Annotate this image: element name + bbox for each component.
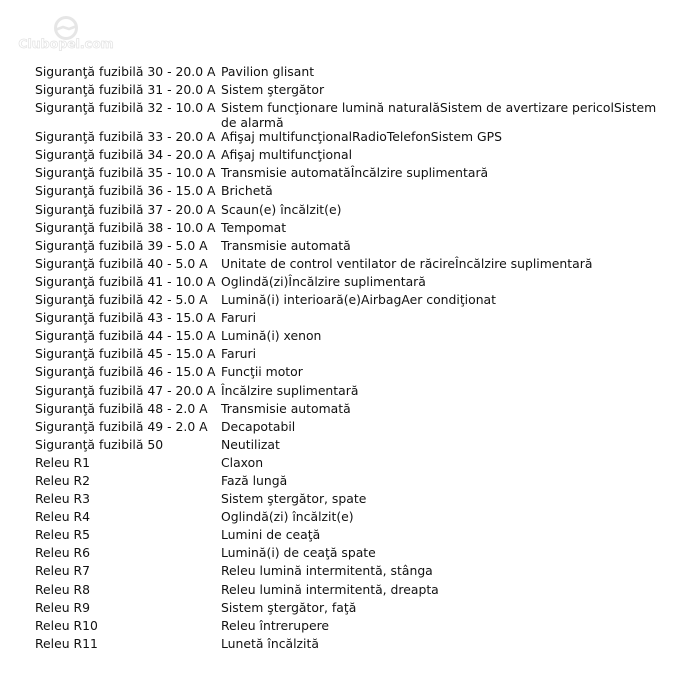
component-label: Releu R11 — [35, 635, 98, 651]
table-row — [35, 365, 660, 383]
table-row — [35, 101, 660, 130]
function-description: Transmisie automată — [221, 237, 351, 253]
table-row — [35, 148, 660, 166]
table-row — [35, 438, 660, 456]
table-row — [35, 203, 660, 221]
component-label: Siguranţă fuzibilă 30 - 20.0 A — [35, 64, 216, 79]
table-row — [35, 402, 660, 420]
table-row — [35, 166, 660, 184]
table-row — [35, 637, 660, 655]
component-label: Siguranţă fuzibilă 38 - 10.0 A — [35, 219, 216, 235]
component-label: Releu R7 — [35, 563, 91, 579]
table-row — [35, 239, 660, 257]
table-row — [35, 510, 660, 528]
component-label: Siguranţă fuzibilă 32 - 10.0 A — [35, 100, 216, 116]
component-label: Siguranţă fuzibilă 47 - 20.0 A — [35, 382, 216, 398]
function-description: Releu întrerupere — [221, 617, 330, 633]
component-label: Siguranţă fuzibilă 35 - 10.0 A — [35, 165, 216, 181]
component-label: Siguranţă fuzibilă 33 - 20.0 A — [35, 129, 216, 145]
component-label: Siguranţă fuzibilă 34 - 20.0 A — [35, 147, 216, 163]
component-label: Siguranţă fuzibilă 49 - 2.0 A — [35, 418, 208, 434]
component-label: Siguranţă fuzibilă 44 - 15.0 A — [35, 328, 216, 344]
function-description: Încălzire suplimentară — [221, 382, 359, 398]
table-row — [35, 619, 660, 637]
component-label: Siguranţă fuzibilă 42 - 5.0 A — [35, 292, 208, 308]
function-description: Sistem ştergător, spate — [221, 491, 367, 507]
table-row — [35, 528, 660, 546]
table-row — [35, 492, 660, 510]
function-description: Releu lumină intermitentă, stânga — [221, 563, 433, 579]
component-label: Siguranţă fuzibilă 43 - 15.0 A — [35, 310, 216, 326]
component-label: Releu R9 — [35, 599, 91, 615]
function-description: Scaun(e) încălzit(e) — [221, 201, 342, 217]
component-label: Siguranţă fuzibilă 39 - 5.0 A — [35, 237, 208, 253]
table-row — [35, 456, 660, 474]
component-label: Siguranţă fuzibilă 31 - 20.0 A — [35, 82, 216, 98]
function-description: Lumină(i) interioară(e)AirbagAer condiţionat — [221, 292, 497, 308]
function-description: Sistem ştergător, faţă — [221, 599, 357, 615]
fuse-relay-rows — [35, 65, 660, 655]
component-label: Releu R3 — [35, 491, 91, 507]
function-description: Faruri — [221, 346, 257, 362]
table-row — [35, 184, 660, 202]
table-row — [35, 329, 660, 347]
table-row — [35, 384, 660, 402]
fuse-relay-table — [35, 65, 660, 655]
table-row — [35, 546, 660, 564]
table-row — [35, 293, 660, 311]
function-description: Unitate de control ventilator de răcireÎncălzire suplimentară — [221, 255, 593, 271]
component-label: Releu R6 — [35, 545, 91, 561]
component-label: Siguranţă fuzibilă 50 — [35, 436, 164, 452]
function-description: Afişaj multifuncţional — [221, 147, 353, 163]
function-description: Sistem funcţionare lumină naturalăSistem de avertizare pericolSistem de alarmă — [221, 100, 657, 130]
component-label: Releu R4 — [35, 509, 91, 525]
clubopel-watermark-logo — [14, 14, 118, 54]
watermark-text: Clubopel.com — [18, 36, 114, 51]
table-row — [35, 583, 660, 601]
component-label: Releu R2 — [35, 472, 91, 488]
component-label: Releu R10 — [35, 617, 98, 633]
function-description: Lumini de ceaţă — [221, 527, 321, 543]
function-description: Afişaj multifuncţionalRadioTelefonSistem GPS — [221, 129, 502, 145]
table-row — [35, 474, 660, 492]
function-description: Funcţii motor — [221, 364, 303, 380]
component-label: Releu R5 — [35, 527, 91, 543]
component-label: Siguranţă fuzibilă 36 - 15.0 A — [35, 183, 216, 199]
function-description: Oglindă(zi) încălzit(e) — [221, 509, 354, 525]
function-description: Pavilion glisant — [221, 64, 315, 79]
table-row — [35, 601, 660, 619]
function-description: Brichetă — [221, 183, 273, 199]
table-row — [35, 83, 660, 101]
function-description: Lumină(i) de ceaţă spate — [221, 545, 376, 561]
table-row — [35, 420, 660, 438]
function-description: Fază lungă — [221, 472, 288, 488]
component-label: Siguranţă fuzibilă 41 - 10.0 A — [35, 273, 216, 289]
table-row — [35, 130, 660, 148]
function-description: Lunetă încălzită — [221, 635, 319, 651]
table-row — [35, 564, 660, 582]
function-description: Tempomat — [221, 219, 287, 235]
function-description: Neutilizat — [221, 436, 280, 452]
table-row — [35, 275, 660, 293]
table-row — [35, 311, 660, 329]
table-row — [35, 257, 660, 275]
function-description: Releu lumină intermitentă, dreapta — [221, 581, 439, 597]
component-label: Siguranţă fuzibilă 45 - 15.0 A — [35, 346, 216, 362]
component-label: Siguranţă fuzibilă 40 - 5.0 A — [35, 255, 208, 271]
table-row — [35, 221, 660, 239]
component-label: Releu R1 — [35, 454, 91, 470]
table-row — [35, 347, 660, 365]
component-label: Siguranţă fuzibilă 48 - 2.0 A — [35, 400, 208, 416]
component-label: Siguranţă fuzibilă 37 - 20.0 A — [35, 201, 216, 217]
function-description: Oglindă(zi)Încălzire suplimentară — [221, 273, 426, 289]
component-label: Releu R8 — [35, 581, 91, 597]
table-row — [35, 65, 660, 83]
function-description: Claxon — [221, 454, 264, 470]
function-description: Transmisie automată — [221, 400, 351, 416]
function-description: Transmisie automatăÎncălzire suplimentară — [221, 165, 489, 181]
function-description: Sistem ştergător — [221, 82, 325, 98]
function-description: Lumină(i) xenon — [221, 328, 322, 344]
function-description: Faruri — [221, 310, 257, 326]
component-label: Siguranţă fuzibilă 46 - 15.0 A — [35, 364, 216, 380]
function-description: Decapotabil — [221, 418, 296, 434]
